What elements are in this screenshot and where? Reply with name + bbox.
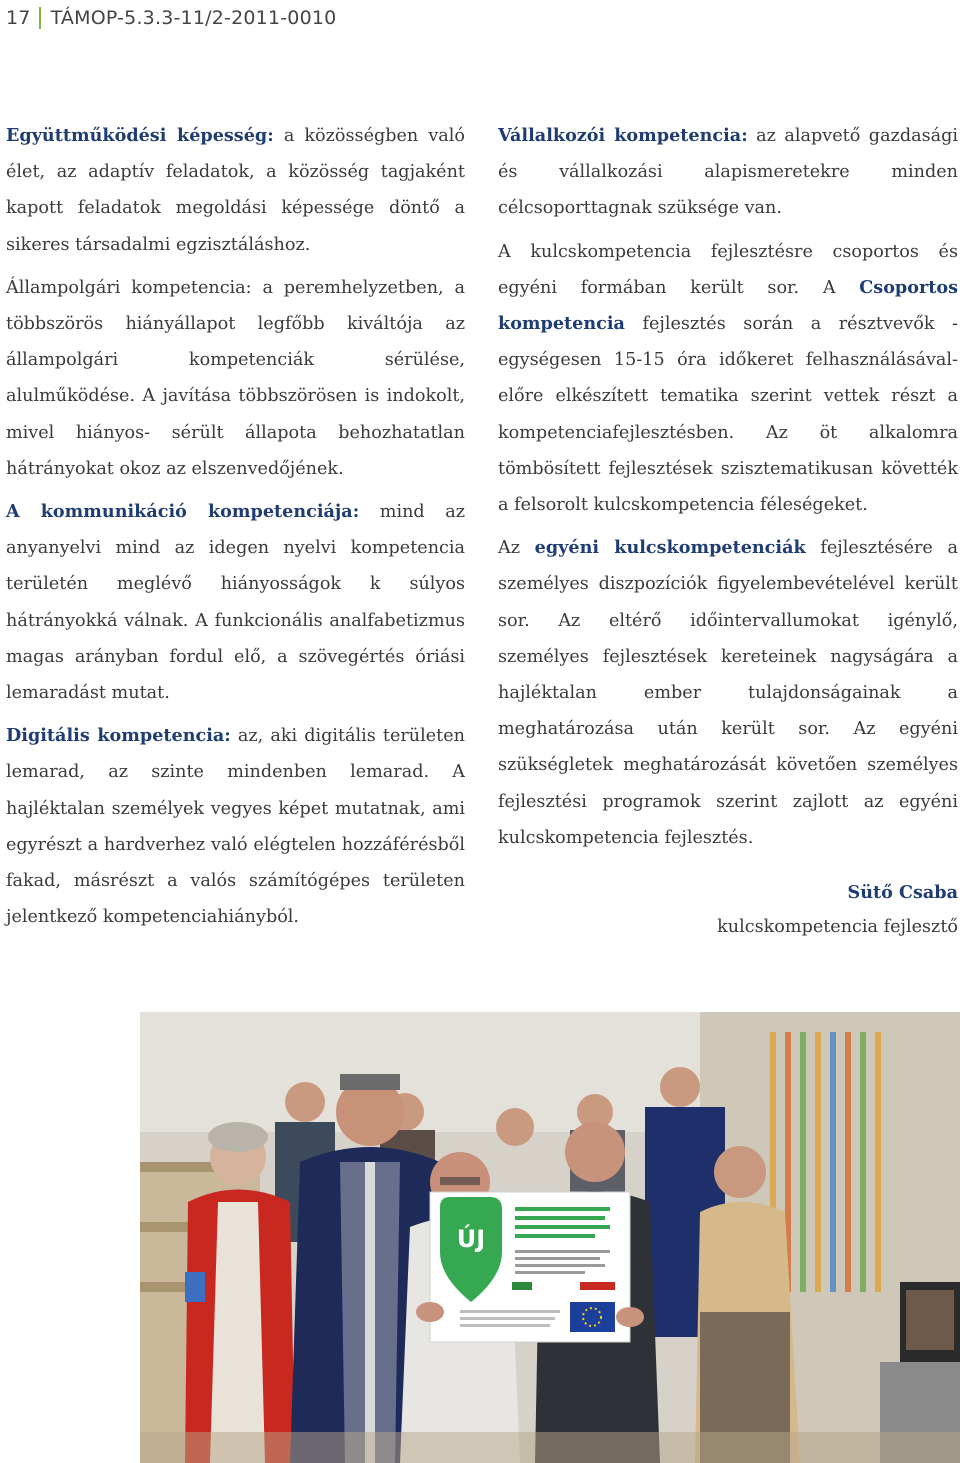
signature [498, 876, 958, 944]
paragraph-group-development: A kulcskompetencia fejlesztésre csoportos és egyéni formában került sor. A Csoportos kompetencia fejlesztés során a résztvevők - egységesen 15-15 óra időkeret felhasználásával- előre elkészített tematika szerint vettek részt a kompetenciafejlesztésben. Az öt alkalomra tömbösített fejlesztések szisztematikusan követték a felsorolt kulcskompetencia féleségeket. [498, 241, 958, 516]
header-divider [39, 7, 41, 29]
term-digital: Digitális kompetencia: [6, 725, 231, 747]
paragraph-cooperation: Együttműködési képesség: a közösségben való élet, az adaptív feladatok, a közösség tagjaként kapott feladatok megoldási képessége döntő a sikeres társadalmi egzisztáláshoz. [6, 125, 465, 255]
author-name: Sütő Csaba [847, 882, 958, 904]
group-photo-illustration [140, 1012, 960, 1463]
term-individual-competence: egyéni kulcskompetenciák [534, 537, 806, 559]
paragraph-citizenship: Állampolgári kompetencia: a peremhelyzetben, a többszörös hiányállapot legfőbb kiváltója az állampolgári kompetenciák sérülése, alulműködése. A javítása többszörösen is indokolt, mivel hiányos- sérült állapota behozhatatlan hátrányokat okoz az elszenvedőjének. [6, 277, 465, 479]
right-column [498, 118, 958, 944]
term-entrepreneurial: Vállalkozói kompetencia: [498, 125, 748, 146]
page-number: 17 [6, 7, 31, 29]
left-column [6, 118, 465, 942]
paragraph-communication: A kommunikáció kompetenciája: mind az anyanyelvi mind az idegen nyelvi kompetencia területén meglévő hiányosságok k súlyos hátrányokká válnak. A funkcionális analfabetizmus magas arányban fordul elő, a szövegértés óriási lemaradást mutat. [6, 501, 465, 704]
term-communication: A kommunikáció kompetenciája: [6, 501, 360, 523]
paragraph-entrepreneurial: Vállalkozói kompetencia: az alapvető gazdasági és vállalkozási alapismeretekre minden célcsoporttagnak szüksége van. [498, 125, 958, 219]
author-role: kulcskompetencia fejlesztő [717, 917, 958, 938]
term-cooperation: Együttműködési képesség: [6, 125, 274, 146]
poster-logo: ÚJ [456, 1225, 486, 1253]
group-photo [140, 1012, 960, 1463]
page-header [6, 4, 336, 32]
poster [430, 1192, 630, 1342]
project-code: TÁMOP-5.3.3-11/2-2011-0010 [50, 7, 337, 29]
paragraph-individual-development: Az egyéni kulcskompetenciák fejlesztésére a személyes diszpozíciók figyelembevételével került sor. Az eltérő időintervallumokat igénylő, személyes fejlesztések kereteinek nagyságára a hajléktalan ember tulajdonságainak a meghatározása után került sor. Az egyéni szükségletek meghatározását követően személyes fejlesztési programok szerint zajlott az egyéni kulcskompetencia fejlesztés. [498, 537, 958, 848]
paragraph-digital: Digitális kompetencia: az, aki digitális területen lemarad, az szinte mindenben lemarad. A hajléktalan személyek vegyes képet mutatnak, ami egyrészt a hardverhez való elégtelen hozzáférésből fakad, másrészt a valós számítógépes területen jelentkező kompetenciahiányból. [6, 725, 465, 928]
term-group-competence: Csoportos kompetencia [498, 276, 958, 335]
